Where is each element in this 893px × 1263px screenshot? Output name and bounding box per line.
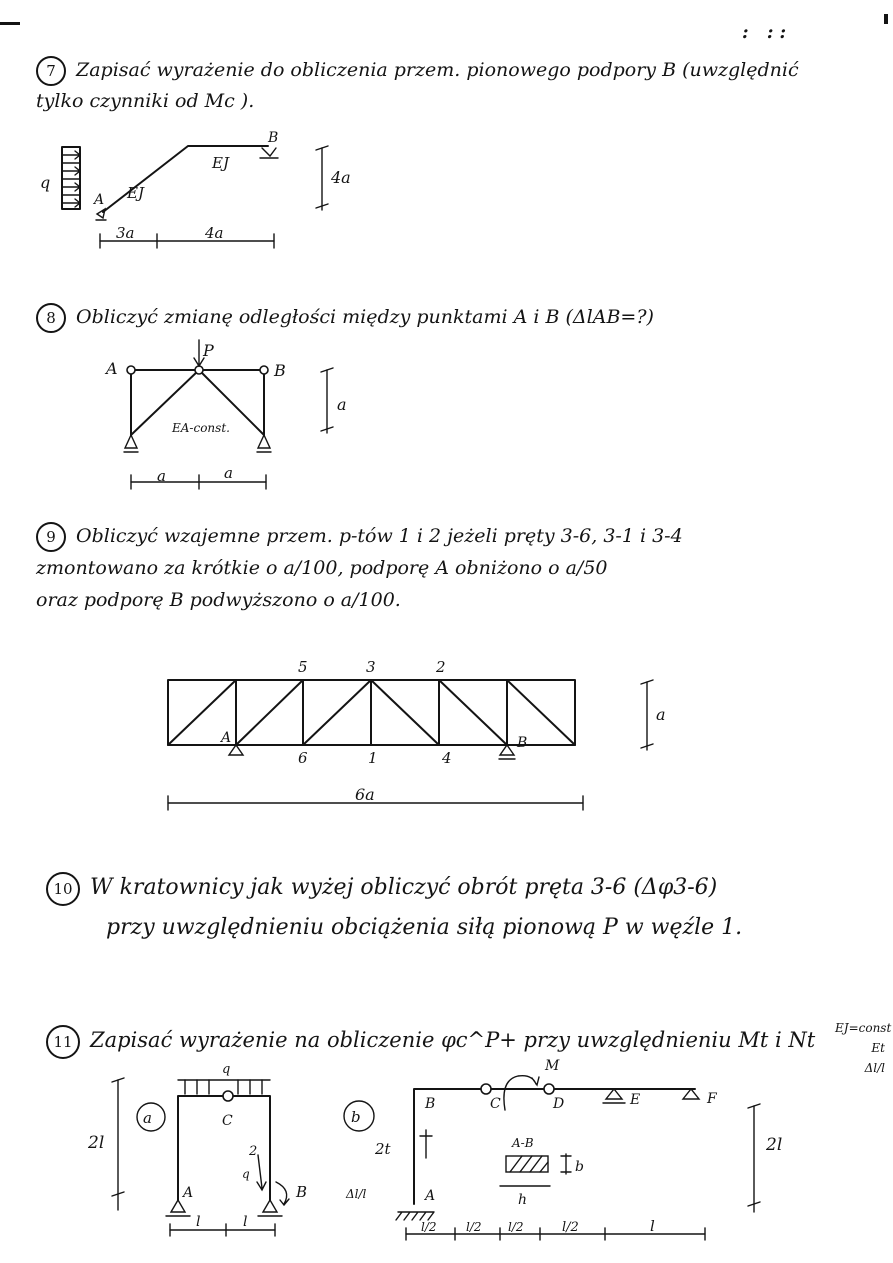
figure-a	[87, 1062, 307, 1236]
problem-10-line-2: przy uwzględnieniu obciążenia siłą pionową P w węźle 1.	[106, 915, 743, 940]
problem-number: 11	[46, 1025, 80, 1059]
problem-7-line-1: Zapisać wyrażenie do obliczenia przem. pionowego podpory B (uwzględnić	[76, 59, 799, 81]
node-c-label: C	[222, 1113, 233, 1129]
node-3-label: 3	[366, 658, 376, 676]
stiffness-label-2: EJ	[212, 154, 229, 172]
figure-a-label: a	[143, 1109, 152, 1127]
span-label: 6a	[355, 785, 375, 804]
load-label: q	[222, 1062, 231, 1077]
side-note-line: EJ=const	[835, 1021, 892, 1035]
figure-b	[344, 1058, 782, 1240]
column-height-label: 2t	[375, 1140, 391, 1158]
node-a-label: A	[106, 359, 118, 378]
span-2-label: 4a	[205, 224, 224, 242]
height-label: 2l	[88, 1133, 105, 1153]
problem-number: 8	[36, 303, 66, 333]
node-c-label: C	[490, 1096, 501, 1112]
force-label: P	[203, 341, 214, 360]
side-note-line: Δl/l	[864, 1061, 885, 1075]
force-label: 2	[249, 1144, 258, 1159]
node-b-label: B	[274, 361, 286, 380]
height-label: 2l	[766, 1135, 783, 1155]
stiffness-label: EA-const.	[172, 421, 230, 435]
side-note-line: Et	[871, 1041, 885, 1055]
span-1-label: l	[196, 1214, 201, 1230]
moment-label: M	[545, 1058, 560, 1074]
problem-number: 10	[46, 872, 80, 906]
node-2-label: 2	[436, 658, 446, 676]
span-label: l/2	[421, 1220, 437, 1234]
node-b-label: B	[296, 1183, 308, 1201]
node-6-label: 6	[298, 749, 308, 767]
node-b-label: B	[425, 1096, 436, 1112]
span-label: l	[650, 1217, 655, 1235]
node-b-label: B	[268, 130, 279, 146]
span-1-label: 3a	[116, 224, 135, 242]
section-h-label: h	[518, 1192, 528, 1208]
node-e-label: E	[630, 1092, 641, 1108]
node-a-label: A	[425, 1188, 436, 1204]
node-a-label: A	[221, 730, 232, 746]
height-label: 4a	[331, 168, 351, 187]
load-label-2: q	[242, 1167, 250, 1181]
problem-8-line-1: Obliczyć zmianę odległości między punktami A i B (ΔlAB=?)	[76, 306, 654, 328]
node-d-label: D	[553, 1096, 565, 1112]
node-4-label: 4	[442, 749, 452, 767]
problem-number: 9	[36, 522, 66, 552]
node-a-label: A	[183, 1185, 194, 1201]
load-label: q	[40, 173, 51, 192]
node-a-label: A	[94, 192, 105, 208]
problem-9-line-3: oraz podporę B podwyższono o a/100.	[36, 589, 401, 611]
problem-9-line-1: Obliczyć wzajemne przem. p-tów 1 i 2 jeżeli pręty 3-6, 3-1 i 3-4	[76, 525, 683, 547]
node-f-label: F	[707, 1091, 717, 1107]
settlement-label: Δl/l	[346, 1187, 367, 1201]
problem-10-line-1: W kratownicy jak wyżej obliczyć obrót pręta 3-6 (Δφ3-6)	[90, 875, 718, 900]
problem-9-line-2: zmontowano za krótkie o a/100, podporę A obniżono o a/50	[36, 557, 608, 579]
span-label: l/2	[466, 1220, 482, 1234]
span-label: l/2	[508, 1220, 524, 1234]
height-label: a	[337, 395, 347, 414]
section-label: A-B	[512, 1136, 534, 1150]
height-label: a	[656, 705, 666, 724]
node-1-label: 1	[368, 749, 378, 767]
node-5-label: 5	[298, 658, 308, 676]
problem-11-line-1: Zapisać wyrażenie na obliczenie φc^P+ przy uwzględnieniu Mt i Nt	[90, 1028, 816, 1052]
span-2-label: l	[243, 1214, 248, 1230]
span-label: l/2	[562, 1220, 579, 1235]
section-b-label: b	[575, 1159, 584, 1175]
figure-b-label: b	[351, 1108, 361, 1126]
problem-number: 7	[36, 56, 66, 86]
page-marks: : ::	[742, 22, 793, 43]
node-b-label: B	[517, 735, 528, 751]
span-1-label: a	[157, 467, 166, 485]
span-2-label: a	[224, 464, 233, 482]
stiffness-label: EJ	[127, 184, 144, 202]
problem-7-line-2: tylko czynniki od Mc ).	[36, 90, 255, 112]
